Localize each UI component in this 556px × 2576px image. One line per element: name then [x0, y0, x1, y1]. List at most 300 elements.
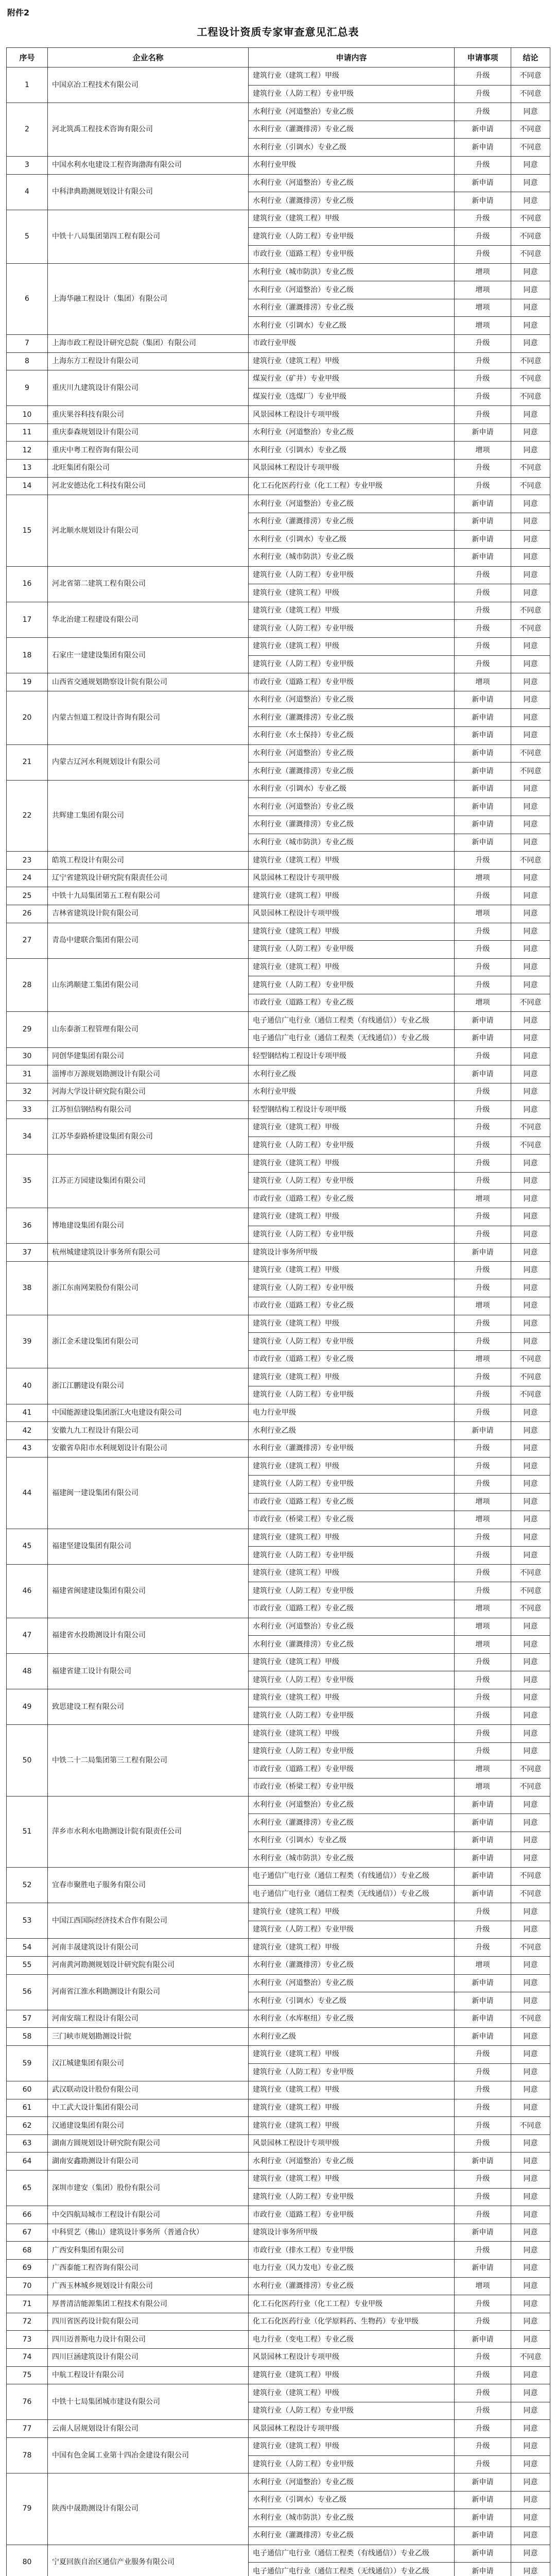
application-content-cell: 建筑行业（建筑工程）甲级 [249, 1725, 455, 1743]
application-content-cell: 建筑行业（建筑工程）甲级 [249, 2045, 455, 2063]
application-content-cell: 水利行业（引调水）专业乙级 [249, 531, 455, 549]
header-content: 申请内容 [249, 48, 455, 67]
application-type-cell: 升级 [455, 103, 511, 121]
application-type-cell: 升级 [455, 2295, 511, 2313]
application-type-cell: 升级 [455, 923, 511, 941]
application-content-cell: 建筑行业（人防工程）专业甲级 [249, 85, 455, 103]
company-name-cell: 四川迈普斯电力设计有限公司 [48, 2331, 249, 2349]
seq-cell: 15 [7, 495, 48, 566]
company-name-cell: 中科津典勘测规划设计有限公司 [48, 174, 249, 210]
company-name-cell: 广西泰能工程咨询有限公司 [48, 2260, 249, 2278]
application-content-cell: 化工石化医药行业（化学原料药、生物药）专业甲级 [249, 2313, 455, 2331]
application-type-cell: 升级 [455, 245, 511, 263]
application-type-cell: 新申请 [455, 1832, 511, 1850]
seq-cell: 59 [7, 2045, 48, 2081]
conclusion-cell: 同意 [511, 1047, 550, 1065]
seq-cell: 61 [7, 2099, 48, 2117]
application-type-cell: 升级 [455, 1101, 511, 1119]
application-content-cell: 风景园林工程设计专项甲级 [249, 2420, 455, 2438]
seq-cell: 64 [7, 2153, 48, 2171]
application-type-cell: 升级 [455, 1119, 511, 1137]
application-content-cell: 风景园林工程设计专项甲级 [249, 905, 455, 923]
company-name-cell: 河北筑禹工程技术咨询有限公司 [48, 103, 249, 157]
application-type-cell: 增项 [455, 1297, 511, 1315]
table-row [7, 1618, 550, 1636]
application-type-cell: 升级 [455, 602, 511, 620]
application-content-cell: 水利行业（河道整治）专业乙级 [249, 103, 455, 121]
conclusion-cell: 同意 [511, 1475, 550, 1493]
seq-cell: 54 [7, 1939, 48, 1957]
header-company: 企业名称 [48, 48, 249, 67]
application-content-cell: 建筑行业（人防工程）专业甲级 [249, 1279, 455, 1297]
application-content-cell: 建筑行业（建筑工程）甲级 [249, 1529, 455, 1547]
company-name-cell: 陕西中晟勘测设计有限公司 [48, 2473, 249, 2545]
conclusion-cell: 同意 [511, 1315, 550, 1333]
company-name-cell: 同创华建集团有限公司 [48, 1047, 249, 1065]
conclusion-cell: 同意 [511, 1065, 550, 1083]
application-type-cell: 升级 [455, 2402, 511, 2420]
application-content-cell: 建筑行业（建筑工程）甲级 [249, 887, 455, 905]
company-name-cell: 上海东方工程设计有限公司 [48, 352, 249, 370]
conclusion-cell: 同意 [511, 423, 550, 442]
conclusion-cell: 同意 [511, 406, 550, 424]
application-type-cell: 升级 [455, 887, 511, 905]
application-type-cell: 升级 [455, 852, 511, 870]
seq-cell: 32 [7, 1083, 48, 1101]
application-content-cell: 水利行业（灌溉排涝）专业乙级 [249, 2277, 455, 2295]
company-name-cell: 湖南方圆规划设计研究院有限公司 [48, 2134, 249, 2153]
application-content-cell: 水利行业（灌溉排涝）专业乙级 [249, 709, 455, 727]
application-content-cell: 市政行业（道路工程）专业乙级 [249, 1493, 455, 1511]
application-content-cell: 水利行业（引调水）专业乙级 [249, 2491, 455, 2509]
seq-cell: 74 [7, 2349, 48, 2367]
table-row [7, 334, 550, 352]
application-content-cell: 建筑设计事务所甲级 [249, 2224, 455, 2242]
seq-cell: 37 [7, 1244, 48, 1262]
application-content-cell: 水利行业（城市防洪）专业乙级 [249, 1850, 455, 1868]
application-content-cell: 建筑行业（人防工程）专业甲级 [249, 1475, 455, 1493]
table-row [7, 352, 550, 370]
application-content-cell: 水利行业乙级 [249, 2028, 455, 2046]
application-type-cell: 新申请 [455, 1814, 511, 1832]
conclusion-cell: 同意 [511, 2402, 550, 2420]
application-type-cell: 升级 [455, 1689, 511, 1707]
table-row [7, 2134, 550, 2153]
seq-cell: 13 [7, 460, 48, 478]
application-content-cell: 建筑行业（建筑工程）甲级 [249, 1564, 455, 1582]
application-type-cell: 增项 [455, 2277, 511, 2295]
conclusion-cell: 同意 [511, 691, 550, 709]
company-name-cell: 辽宁省建筑设计研究院有限责任公司 [48, 869, 249, 887]
table-row [7, 370, 550, 388]
company-name-cell: 中铁十九局集团第五工程有限公司 [48, 887, 249, 905]
seq-cell: 14 [7, 477, 48, 495]
company-name-cell: 中铁十七局集团城市建设有限公司 [48, 2384, 249, 2420]
table-row [7, 67, 550, 86]
seq-cell: 6 [7, 263, 48, 334]
application-content-cell: 建筑行业（建筑工程）甲级 [249, 1689, 455, 1707]
application-content-cell: 风景园林工程设计专项甲级 [249, 2134, 455, 2153]
seq-cell: 45 [7, 1529, 48, 1564]
application-content-cell: 建筑行业（人防工程）专业甲级 [249, 1547, 455, 1565]
conclusion-cell: 同意 [511, 192, 550, 210]
conclusion-cell: 同意 [511, 1547, 550, 1565]
company-name-cell: 湖南安鑫勘测设计有限公司 [48, 2153, 249, 2171]
company-name-cell: 中国有色金属工业第十四冶金建设有限公司 [48, 2437, 249, 2473]
conclusion-cell: 同意 [511, 1244, 550, 1262]
table-row [7, 2313, 550, 2331]
seq-cell: 3 [7, 156, 48, 174]
conclusion-cell: 同意 [511, 1671, 550, 1689]
company-name-cell: 宜春市聚胜电子服务有限公司 [48, 1867, 249, 1903]
application-content-cell: 建筑行业（建筑工程）甲级 [249, 1458, 455, 1476]
application-type-cell: 增项 [455, 994, 511, 1012]
company-name-cell: 淄博市万源规划勘测设计有限公司 [48, 1065, 249, 1083]
application-type-cell: 升级 [455, 2366, 511, 2384]
conclusion-cell: 同意 [511, 2045, 550, 2063]
seq-cell: 38 [7, 1261, 48, 1315]
conclusion-cell: 同意 [511, 2384, 550, 2402]
application-type-cell: 增项 [455, 1956, 511, 1974]
conclusion-cell: 不同意 [511, 1350, 550, 1368]
application-content-cell: 水利行业（灌溉排涝）专业乙级 [249, 1636, 455, 1654]
application-content-cell: 建筑行业（建筑工程）甲级 [249, 210, 455, 228]
seq-cell: 49 [7, 1689, 48, 1725]
seq-cell: 67 [7, 2224, 48, 2242]
application-content-cell: 建筑行业（建筑工程）甲级 [249, 352, 455, 370]
conclusion-cell: 同意 [511, 834, 550, 852]
application-content-cell: 电力行业（变电工程）专业乙级 [249, 2331, 455, 2349]
application-type-cell: 升级 [455, 85, 511, 103]
application-content-cell: 建筑行业（人防工程）专业甲级 [249, 976, 455, 994]
conclusion-cell: 同意 [511, 1208, 550, 1226]
company-name-cell: 杭州城建建筑设计事务所有限公司 [48, 1244, 249, 1262]
table-row [7, 1208, 550, 1226]
conclusion-cell: 同意 [511, 2473, 550, 2492]
application-content-cell: 水利行业（河道整治）专业乙级 [249, 423, 455, 442]
conclusion-cell: 同意 [511, 1618, 550, 1636]
application-type-cell: 升级 [455, 2349, 511, 2367]
company-name-cell: 上海华融工程设计（集团）有限公司 [48, 263, 249, 334]
conclusion-cell: 同意 [511, 887, 550, 905]
application-type-cell: 升级 [455, 958, 511, 976]
application-content-cell: 水利行业（引调水）专业乙级 [249, 1832, 455, 1850]
seq-cell: 21 [7, 744, 48, 780]
company-name-cell: 中科贸艺（佛山）建筑设计事务所（普通合伙） [48, 2224, 249, 2242]
application-content-cell: 建筑行业（建筑工程）甲级 [249, 584, 455, 602]
table-row [7, 780, 550, 798]
conclusion-cell: 不同意 [511, 67, 550, 86]
application-content-cell: 水利行业甲级 [249, 1083, 455, 1101]
application-type-cell: 升级 [455, 2171, 511, 2189]
conclusion-cell: 同意 [511, 1030, 550, 1048]
application-content-cell: 水利行业（引调水）专业乙级 [249, 1992, 455, 2010]
table-row [7, 602, 550, 620]
conclusion-cell: 同意 [511, 1458, 550, 1476]
seq-cell: 36 [7, 1208, 48, 1244]
seq-cell: 29 [7, 1012, 48, 1047]
conclusion-cell: 同意 [511, 2509, 550, 2527]
company-name-cell: 浙江江鹏建设有限公司 [48, 1368, 249, 1404]
conclusion-cell: 不同意 [511, 1386, 550, 1404]
header-row [7, 48, 550, 67]
application-type-cell: 新申请 [455, 834, 511, 852]
application-content-cell: 市政行业（道路工程）专业甲级 [249, 2206, 455, 2224]
application-content-cell: 市政行业（道路工程）专业甲级 [249, 673, 455, 691]
application-type-cell: 增项 [455, 1190, 511, 1208]
conclusion-cell: 同意 [511, 726, 550, 744]
application-content-cell: 水利行业（城市防洪）专业乙级 [249, 549, 455, 567]
company-name-cell: 安徽省阜阳市水利规划设计有限公司 [48, 1439, 249, 1458]
seq-cell: 75 [7, 2366, 48, 2384]
seq-cell: 11 [7, 423, 48, 442]
application-content-cell: 建筑行业（建筑工程）甲级 [249, 1155, 455, 1173]
table-row [7, 1956, 550, 1974]
conclusion-cell: 同意 [511, 638, 550, 656]
seq-cell: 24 [7, 869, 48, 887]
application-content-cell: 水利行业（引调水）专业乙级 [249, 442, 455, 460]
table-body [7, 67, 550, 2576]
conclusion-cell: 不同意 [511, 1760, 550, 1778]
application-content-cell: 电子通信广电行业（通信工程类（无线通信））专业乙级 [249, 2563, 455, 2576]
application-type-cell: 增项 [455, 673, 511, 691]
company-name-cell: 江苏华泰路桥建设集团有限公司 [48, 1119, 249, 1155]
application-type-cell: 升级 [455, 1529, 511, 1547]
table-row [7, 852, 550, 870]
application-type-cell: 增项 [455, 1636, 511, 1654]
application-content-cell: 建筑行业（人防工程）专业甲级 [249, 620, 455, 638]
table-row [7, 566, 550, 584]
header-seq: 序号 [7, 48, 48, 67]
conclusion-cell: 同意 [511, 958, 550, 976]
seq-cell: 77 [7, 2420, 48, 2438]
company-name-cell: 云南人居规划设计有限公司 [48, 2420, 249, 2438]
company-name-cell: 浙江东南网架股份有限公司 [48, 1261, 249, 1315]
application-type-cell: 升级 [455, 2188, 511, 2206]
application-content-cell: 建筑行业（建筑工程）甲级 [249, 958, 455, 976]
application-content-cell: 水利行业（河道整治）专业乙级 [249, 1796, 455, 1814]
seq-cell: 4 [7, 174, 48, 210]
application-content-cell: 市政行业（桥梁工程）专业甲级 [249, 1778, 455, 1797]
company-name-cell: 四川巨涵建筑设计有限公司 [48, 2349, 249, 2367]
table-row [7, 2117, 550, 2135]
conclusion-cell: 同意 [511, 1529, 550, 1547]
application-content-cell: 建筑行业（人防工程）专业甲级 [249, 1226, 455, 1244]
company-name-cell: 河南丰晟建筑设计有限公司 [48, 1939, 249, 1957]
application-type-cell: 升级 [455, 2455, 511, 2473]
company-name-cell: 中航工程设计有限公司 [48, 2366, 249, 2384]
application-content-cell: 市政行业（道路工程）专业乙级 [249, 994, 455, 1012]
table-row [7, 958, 550, 976]
application-type-cell: 新申请 [455, 2153, 511, 2171]
application-type-cell: 升级 [455, 2117, 511, 2135]
application-type-cell: 升级 [455, 1564, 511, 1582]
table-row [7, 2473, 550, 2492]
application-content-cell: 水利行业（河道整治）专业乙级 [249, 174, 455, 192]
application-content-cell: 建筑行业（建筑工程）甲级 [249, 2384, 455, 2402]
table-row [7, 1047, 550, 1065]
company-name-cell: 河北顺水规划设计有限公司 [48, 495, 249, 566]
application-content-cell: 建筑行业（建筑工程）甲级 [249, 1368, 455, 1386]
conclusion-cell: 不同意 [511, 121, 550, 139]
company-name-cell: 山东鸿顺建工集团有限公司 [48, 958, 249, 1012]
application-content-cell: 建筑行业（建筑工程）甲级 [249, 2437, 455, 2455]
application-content-cell: 建筑行业（建筑工程）甲级 [249, 2171, 455, 2189]
application-content-cell: 水利行业（河道整治）专业乙级 [249, 1974, 455, 1992]
application-type-cell: 升级 [455, 2420, 511, 2438]
application-content-cell: 煤炭行业（矿井）专业甲级 [249, 370, 455, 388]
application-content-cell: 水利行业（河道整治）专业乙级 [249, 495, 455, 513]
application-content-cell: 建筑行业（人防工程）专业甲级 [249, 1921, 455, 1939]
conclusion-cell: 同意 [511, 1956, 550, 1974]
application-content-cell: 风景园林工程设计专项甲级 [249, 869, 455, 887]
seq-cell: 28 [7, 958, 48, 1012]
application-type-cell: 升级 [455, 2206, 511, 2224]
application-type-cell: 升级 [455, 1155, 511, 1173]
seq-cell: 80 [7, 2545, 48, 2576]
table-row [7, 905, 550, 923]
company-name-cell: 北旺集团有限公司 [48, 460, 249, 478]
table-row [7, 1439, 550, 1458]
application-type-cell: 新申请 [455, 726, 511, 744]
application-type-cell: 增项 [455, 869, 511, 887]
table-row [7, 638, 550, 656]
table-row [7, 210, 550, 228]
application-content-cell: 水利行业（灌溉排涝）专业乙级 [249, 2527, 455, 2545]
application-content-cell: 水利行业（河道整治）专业乙级 [249, 744, 455, 762]
application-type-cell: 新申请 [455, 2473, 511, 2492]
conclusion-cell: 同意 [511, 2455, 550, 2473]
application-content-cell: 电子通信广电行业（通信工程类（有线通信））专业乙级 [249, 1012, 455, 1030]
application-content-cell: 轻型钢结构工程设计专项甲级 [249, 1101, 455, 1119]
application-type-cell: 新申请 [455, 121, 511, 139]
table-row [7, 2010, 550, 2028]
application-content-cell: 建筑行业（建筑工程）甲级 [249, 1315, 455, 1333]
conclusion-cell: 不同意 [511, 620, 550, 638]
company-name-cell: 重庆果谷科技有限公司 [48, 406, 249, 424]
application-content-cell: 市政行业（排水工程）专业甲级 [249, 2242, 455, 2260]
table-row [7, 2545, 550, 2563]
application-content-cell: 建筑行业（建筑工程）甲级 [249, 638, 455, 656]
seq-cell: 62 [7, 2117, 48, 2135]
conclusion-cell: 同意 [511, 1404, 550, 1422]
application-type-cell: 升级 [455, 638, 511, 656]
conclusion-cell: 同意 [511, 2295, 550, 2313]
company-name-cell: 福建坚建设集团有限公司 [48, 1529, 249, 1564]
company-name-cell: 深圳市建安（集团）股份有限公司 [48, 2171, 249, 2206]
table-row [7, 1653, 550, 1671]
application-content-cell: 化工石化医药行业（化工工程）专业甲级 [249, 2295, 455, 2313]
conclusion-cell: 同意 [511, 2545, 550, 2563]
conclusion-cell: 同意 [511, 1279, 550, 1297]
table-row [7, 1368, 550, 1386]
conclusion-cell: 不同意 [511, 1778, 550, 1797]
application-content-cell: 水利行业乙级 [249, 1065, 455, 1083]
table-header [7, 48, 550, 67]
application-type-cell: 升级 [455, 941, 511, 959]
conclusion-cell: 同意 [511, 2063, 550, 2081]
company-name-cell: 江苏恒信钢结构有限公司 [48, 1101, 249, 1119]
conclusion-cell: 不同意 [511, 1939, 550, 1957]
conclusion-cell: 不同意 [511, 1564, 550, 1582]
application-type-cell: 升级 [455, 1582, 511, 1600]
application-type-cell: 升级 [455, 1368, 511, 1386]
seq-cell: 47 [7, 1618, 48, 1653]
application-type-cell: 升级 [455, 388, 511, 406]
table-row [7, 406, 550, 424]
application-content-cell: 建筑行业（人防工程）专业甲级 [249, 1707, 455, 1725]
document-title: 工程设计资质专家审查意见汇总表 [197, 26, 359, 38]
application-content-cell: 建筑行业（建筑工程）甲级 [249, 1261, 455, 1279]
application-content-cell: 市政行业（桥梁工程）专业乙级 [249, 1511, 455, 1529]
conclusion-cell: 同意 [511, 1814, 550, 1832]
company-name-cell: 广西安科集团有限公司 [48, 2242, 249, 2260]
application-content-cell: 建筑行业（人防工程）专业甲级 [249, 1582, 455, 1600]
application-type-cell: 新申请 [455, 2545, 511, 2563]
application-content-cell: 建筑行业（建筑工程）甲级 [249, 1939, 455, 1957]
conclusion-cell: 同意 [511, 1493, 550, 1511]
application-type-cell: 新申请 [455, 780, 511, 798]
conclusion-cell: 同意 [511, 2028, 550, 2046]
application-content-cell: 建筑行业（人防工程）专业甲级 [249, 1137, 455, 1155]
application-content-cell: 建筑行业（人防工程）专业甲级 [249, 941, 455, 959]
application-type-cell: 增项 [455, 317, 511, 335]
conclusion-cell: 同意 [511, 1796, 550, 1814]
application-type-cell: 新申请 [455, 513, 511, 531]
conclusion-cell: 同意 [511, 156, 550, 174]
conclusion-cell: 不同意 [511, 1600, 550, 1618]
application-type-cell: 新申请 [455, 1244, 511, 1262]
application-type-cell: 新申请 [455, 2509, 511, 2527]
conclusion-cell: 同意 [511, 2099, 550, 2117]
conclusion-cell: 同意 [511, 2527, 550, 2545]
application-content-cell: 建筑行业（建筑工程）甲级 [249, 2081, 455, 2099]
application-content-cell: 建筑行业（人防工程）专业甲级 [249, 228, 455, 246]
seq-cell: 78 [7, 2437, 48, 2473]
application-type-cell: 升级 [455, 1404, 511, 1422]
conclusion-cell: 同意 [511, 2260, 550, 2278]
company-name-cell: 河海大学设计研究院有限公司 [48, 1083, 249, 1101]
conclusion-cell: 不同意 [511, 1119, 550, 1137]
application-type-cell: 升级 [455, 1671, 511, 1689]
seq-cell: 76 [7, 2384, 48, 2420]
seq-cell: 48 [7, 1653, 48, 1689]
table-row [7, 1564, 550, 1582]
company-name-cell: 福建省水投勘测设计有限公司 [48, 1618, 249, 1653]
conclusion-cell: 同意 [511, 1653, 550, 1671]
conclusion-cell: 同意 [511, 1422, 550, 1440]
conclusion-cell: 不同意 [511, 352, 550, 370]
conclusion-cell: 同意 [511, 941, 550, 959]
company-name-cell: 中国水利水电建设工程咨询渤海有限公司 [48, 156, 249, 174]
application-type-cell: 升级 [455, 1707, 511, 1725]
application-type-cell: 增项 [455, 442, 511, 460]
application-content-cell: 市政行业（道路工程）专业乙级 [249, 1297, 455, 1315]
application-content-cell: 化工石化医药行业（化工工程）专业甲级 [249, 477, 455, 495]
application-type-cell: 升级 [455, 655, 511, 673]
seq-cell: 33 [7, 1101, 48, 1119]
application-content-cell: 水利行业（河道整治）专业乙级 [249, 2473, 455, 2492]
table-row [7, 2224, 550, 2242]
table-row [7, 1155, 550, 1173]
table-row [7, 2206, 550, 2224]
conclusion-cell: 同意 [511, 1850, 550, 1868]
application-type-cell: 升级 [455, 228, 511, 246]
seq-cell: 2 [7, 103, 48, 157]
table-row [7, 1083, 550, 1101]
application-content-cell: 电子通信广电行业（通信工程类（无线通信））专业乙级 [249, 1885, 455, 1903]
company-name-cell: 青岛中建联合集团有限公司 [48, 923, 249, 958]
